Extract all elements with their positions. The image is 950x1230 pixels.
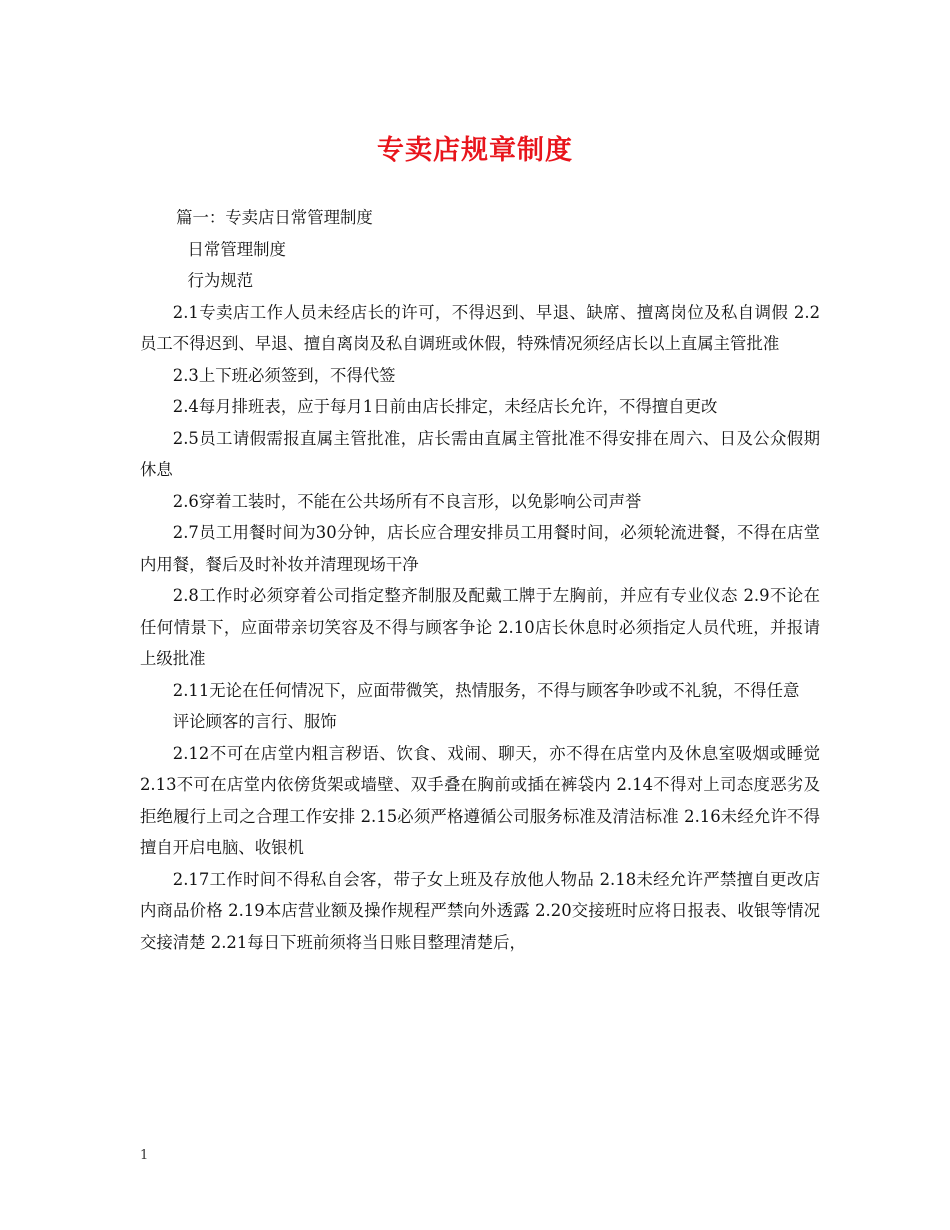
paragraph: 2.11无论在任何情况下，应面带微笑，热情服务，不得与顾客争吵或不礼貌，不得任意: [172, 680, 800, 700]
section-heading: 篇一：专卖店日常管理制度: [176, 208, 373, 227]
document-body: [140, 202, 820, 958]
paragraph: 2.3上下班必须签到，不得代签: [172, 365, 396, 385]
subsection-heading: 日常管理制度: [187, 239, 286, 259]
paragraph: 评论顾客的言行、服饰: [172, 712, 337, 731]
document-title: 专卖店规章制度: [377, 135, 573, 166]
paragraph: 2.5员工请假需报直属主管批准，店长需由直属主管批准不得安排在周六、日及公众假期休息: [140, 428, 820, 479]
paragraph: 2.7员工用餐时间为30分钟，店长应合理安排员工用餐时间，必须轮流进餐，不得在店堂内用餐，餐后及时补妆并清理现场干净: [140, 523, 820, 574]
paragraph: 2.17工作时间不得私自会客，带子女上班及存放他人物品 2.18未经允许严禁擅自更改店内商品价格 2.19本店营业额及操作规程严禁向外透露 2.20交接班时应将日报表、收银等情况交接清楚 2.21每日下班前须将当日账目整理清楚后，: [140, 869, 820, 952]
subsection-heading: 行为规范: [187, 271, 254, 290]
paragraph: 2.12不可在店堂内粗言秽语、饮食、戏闹、聊天，亦不得在店堂内及休息室吸烟或睡觉 2.13不可在店堂内依傍货架或墙壁、双手叠在胸前或插在裤袋内 2.14不得对上司态度恶劣及拒绝履行上司之合理工作安排 2.15必须严格遵循公司服务标准及清洁标准 2.16未经允许不得擅自开启电脑、收银机: [140, 743, 820, 857]
paragraph: 2.4每月排班表，应于每月1日前由店长排定，未经店长允许，不得擅自更改: [172, 397, 718, 416]
paragraph: 2.6穿着工装时，不能在公共场所有不良言形，以免影响公司声誉: [172, 491, 642, 511]
page-number: 1: [140, 1148, 149, 1163]
paragraph: 2.8工作时必须穿着公司指定整齐制服及配戴工牌于左胸前，并应有专业仪态 2.9不论在任何情景下，应面带亲切笑容及不得与顾客争论 2.10店长休息时必须指定人员代班，并报请上级批准: [140, 586, 820, 668]
paragraph: 2.1专卖店工作人员未经店长的许可，不得迟到、早退、缺席、擅离岗位及私自调假 2.2员工不得迟到、早退、擅自离岗及私自调班或休假，特殊情况须经店长以上直属主管批准: [140, 302, 820, 353]
